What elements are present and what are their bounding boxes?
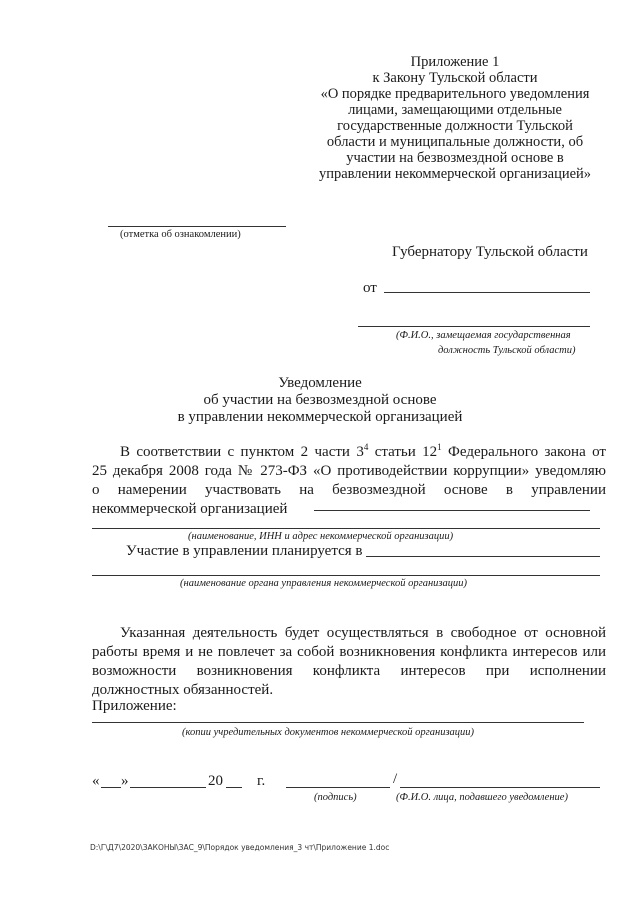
addressee-caption-1: (Ф.И.О., замещаемая государственная (396, 330, 571, 341)
acknowledgement-line[interactable] (108, 226, 286, 227)
organization-line-2[interactable] (92, 528, 600, 529)
attachment-line[interactable] (92, 722, 584, 723)
organization-caption: (наименование, ИНН и адрес некоммерческой организации) (188, 531, 454, 542)
title-line-1: Уведомление (278, 375, 362, 391)
paragraph-statement-line-1: Указанная деятельность будет осуществляться в свободное от основной (120, 625, 606, 641)
addressee-from-line[interactable] (384, 292, 590, 293)
title-line-3: в управлении некоммерческой организацией (177, 409, 463, 425)
appendix-line: Приложение 1 (410, 54, 500, 70)
paragraph-statement-line-4: должностных обязанностей. (92, 682, 274, 698)
participation-line-2[interactable] (92, 575, 600, 576)
appendix-line: лицами, замещающими отдельные (348, 102, 562, 118)
organization-line-1[interactable] (314, 510, 590, 511)
addressee-from-label: от (363, 280, 377, 296)
date-close-quote: » (121, 773, 129, 789)
attachment-caption: (копии учредительных документов некоммерческой организации) (182, 727, 475, 738)
paragraph-notification-line-3: о намерении участвовать на безвозмездной основе в управлении (92, 482, 606, 498)
paragraph-statement-line-2: работы время и не повлечет за собой возникновения конфликта интересов или (92, 644, 606, 660)
appendix-line: государственные должности Тульской (337, 118, 573, 134)
paragraph-notification-line-2: 25 декабря 2008 года № 273-ФЗ «О противодействии коррупции» уведомляю (92, 463, 606, 479)
appendix-line: области и муниципальные должности, об (326, 134, 584, 150)
date-year-suffix: г. (257, 773, 266, 789)
paragraph-statement-line-3: возможности возникновения конфликта интересов при исполнении (92, 663, 606, 679)
title-line-2: об участии на безвозмездной основе (203, 392, 437, 408)
paragraph-statement (92, 624, 606, 700)
participation-line-1[interactable] (366, 556, 600, 557)
participation-caption: (наименование органа управления некоммерческой организации) (180, 578, 468, 589)
p1-sup-2: 1 (437, 442, 442, 452)
signature-slash: / (393, 771, 398, 787)
date-month-field[interactable] (130, 787, 206, 788)
appendix-line: к Закону Тульской области (372, 70, 538, 86)
date-day-field[interactable] (101, 787, 121, 788)
appendix-line: «О порядке предварительного уведомления (320, 86, 590, 102)
acknowledgement-caption: (отметка об ознакомлении) (120, 229, 241, 240)
addressee-to: Губернатору Тульской области (392, 244, 588, 260)
appendix-header (300, 54, 610, 182)
signer-name-field[interactable] (400, 787, 600, 788)
paragraph-notification-line-1 (92, 438, 606, 462)
participation-text: Участие в управлении планируется в (126, 543, 363, 559)
addressee-caption-2-text: должность Тульской области) (438, 345, 576, 356)
addressee-name-line[interactable] (358, 326, 590, 327)
paragraph-notification-line-4: некоммерческой организацией (92, 501, 288, 517)
document-title (150, 375, 490, 426)
date-open-quote: « (92, 773, 100, 789)
attachment-label: Приложение: (92, 698, 177, 714)
appendix-line: управлении некоммерческой организацией» (318, 166, 592, 182)
date-year-prefix: 20 (208, 773, 223, 789)
signature-field[interactable] (286, 787, 390, 788)
paragraph-notification (92, 438, 606, 519)
signer-name-caption: (Ф.И.О. лица, подавшего уведомление) (396, 792, 568, 803)
appendix-line: участии на безвозмездной основе в (346, 150, 564, 166)
p1-text-c: Федерального закона от (441, 444, 606, 460)
p1-text-b: статьи 12 (368, 444, 438, 460)
signature-caption: (подпись) (314, 792, 357, 803)
p1-text-a: В соответствии с пунктом 2 части 3 (120, 444, 364, 460)
file-path-footer: D:\Г\Д7\2020\ЗАКОНЫ\ЗАС_9\Порядок уведомления_3 чт\Приложение 1.doc (90, 843, 390, 852)
p1-sup-1: 4 (363, 442, 369, 452)
date-year-field[interactable] (226, 787, 242, 788)
addressee-caption-2 (438, 345, 575, 356)
